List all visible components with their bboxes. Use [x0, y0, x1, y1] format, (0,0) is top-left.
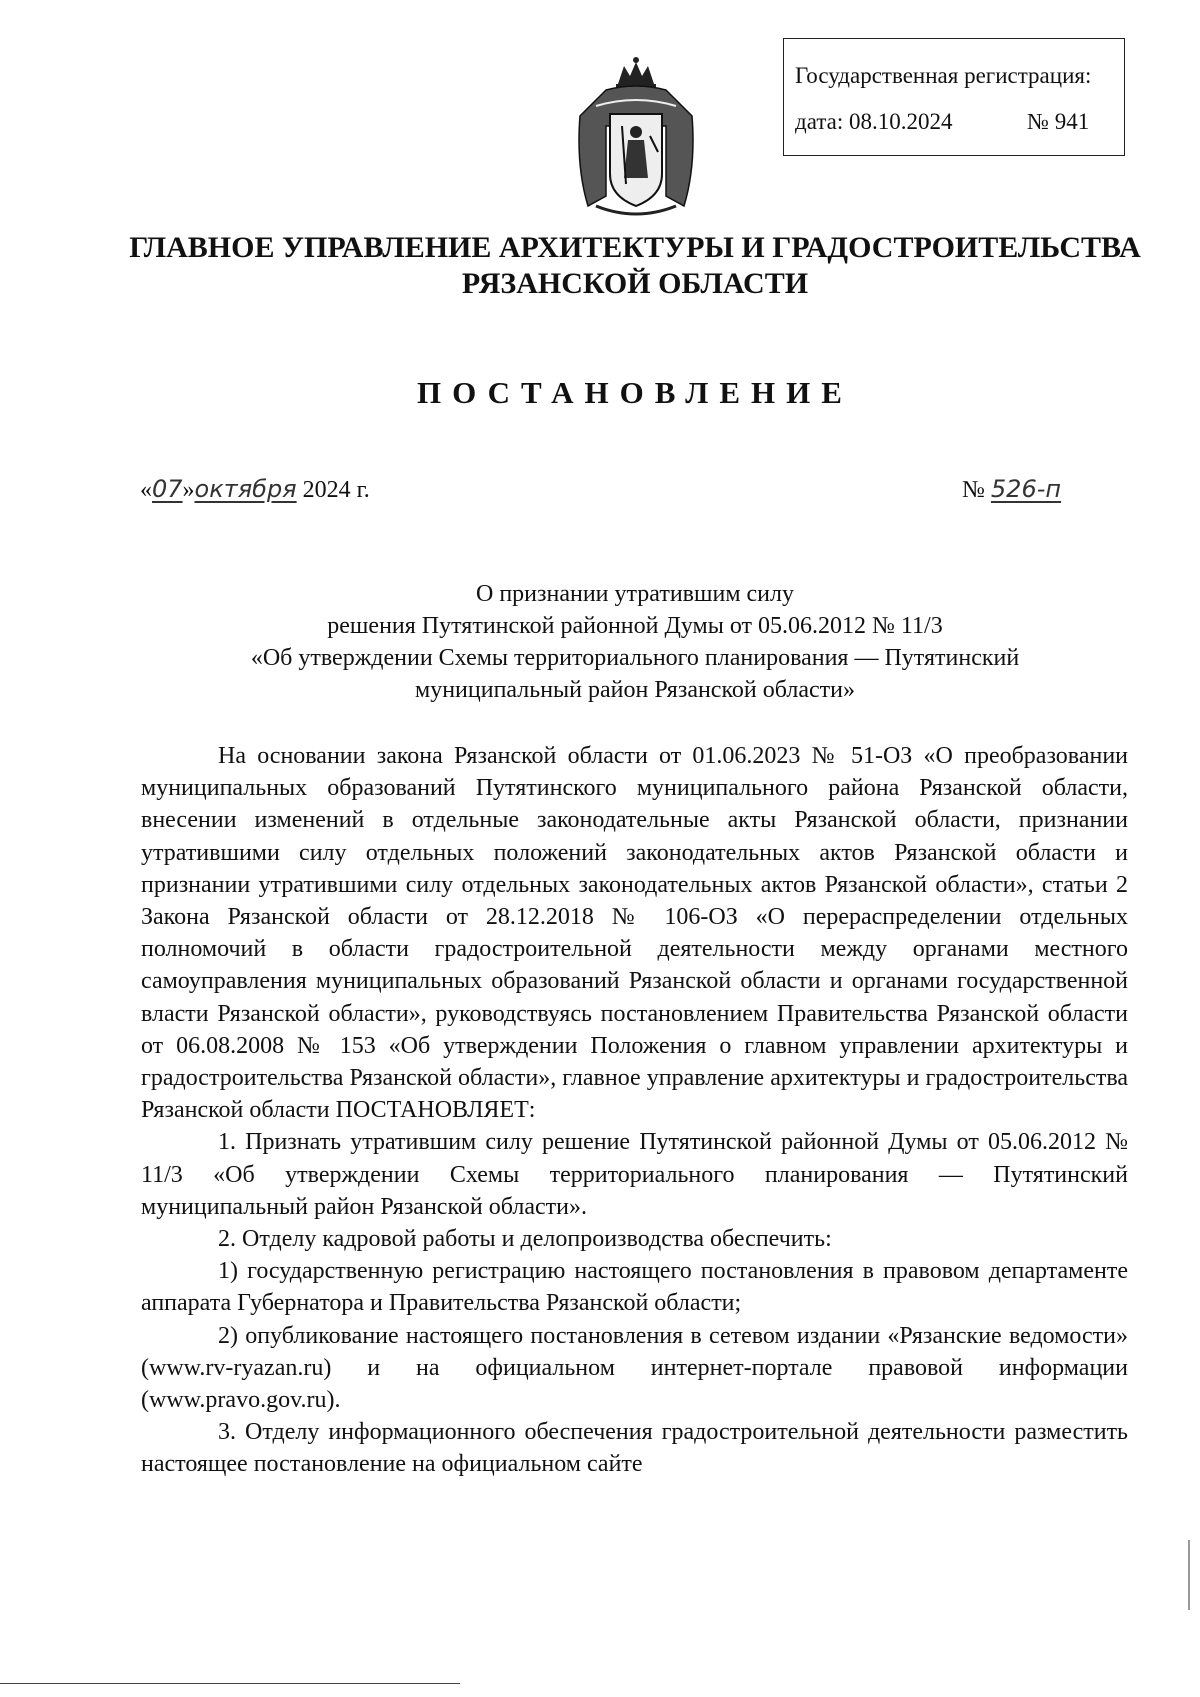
organization-title [0, 230, 1200, 302]
paragraph-subitem-1: 1) государственную регистрацию настоящего постановления в правовом департаменте аппарата Губернатора и Правительства Рязанской области; [141, 1258, 1128, 1317]
date-year: 2024 г. [302, 477, 370, 503]
organization-line-1: ГЛАВНОЕ УПРАВЛЕНИЕ АРХИТЕКТУРЫ И ГРАДОСТРОИТЕЛЬСТВА [129, 231, 1141, 264]
document-subject [140, 578, 1130, 706]
date-month: октября [194, 475, 297, 503]
document-date [140, 475, 370, 504]
organization-line-2: РЯЗАНСКОЙ ОБЛАСТИ [461, 267, 809, 300]
paragraph-item-3: 3. Отделу информационного обеспечения градостроительной деятельности разместить настоящее постановление на официальном сайте [141, 1419, 1128, 1478]
paragraph-item-1: 1. Признать утратившим силу решение Путятинской районной Думы от 05.06.2012 № 11/3 «Об утверждении Схемы территориального планирования — Путятинский муниципальный район Рязанской области». [141, 1129, 1128, 1220]
date-day: 07 [152, 475, 183, 503]
paragraph-item-2: 2. Отделу кадровой работы и делопроизводства обеспечить: [218, 1226, 832, 1253]
registration-number: № 941 [1027, 109, 1090, 134]
date-open-quote: « [140, 477, 152, 503]
registration-title: Государственная регистрация: [795, 63, 1092, 88]
footer-divider [0, 1683, 460, 1684]
coat-of-arms-icon [566, 56, 706, 221]
document-body [141, 740, 1128, 1481]
subject-line-2: решения Путятинской районной Думы от 05.06.2012 № 11/3 [327, 613, 943, 639]
registration-details [795, 107, 1124, 137]
registration-date: дата: 08.10.2024 [795, 109, 953, 134]
number-prefix: № [962, 477, 985, 503]
paragraph-preamble: На основании закона Рязанской области от 01.06.2023 № 51-ОЗ «О преобразовании муниципальных образований Путятинского муниципального района Рязанской области, внесении изменений в отдельные законодательные акты Рязанской области, признании утратившими силу отдельных положений законодательных актов Рязанской области и признании утратившими силу отдельных законодательных актов Рязанской области», статьи 2 Закона Рязанской области от 28.12.2018 № 106-ОЗ «О перераспределении отдельных полномочий в области градостроительной деятельности между органами местного самоуправления муниципальных образований Рязанской области и органами государственной власти Рязанской области», руководствуясь постановлением Правительства Рязанской области от 06.08.2008 № 153 «Об утверждении Положения о главном управлении архитектуры и градостроительства Рязанской области», главное управление архитектуры и градостроительства Рязанской области ПОСТАНОВЛЯЕТ: [141, 743, 1128, 1124]
scan-edge-mark [1188, 1540, 1190, 1610]
number-value: 526-п [990, 475, 1062, 503]
subject-line-3: «Об утверждении Схемы территориального планирования — Путятинский [250, 645, 1020, 671]
date-close-quote: » [182, 477, 195, 503]
document-number [962, 475, 1061, 504]
subject-line-4: муниципальный район Рязанской области» [415, 677, 855, 703]
paragraph-subitem-2: 2) опубликование настоящего постановления в сетевом издании «Рязанские ведомости» (www.rv-ryazan.ru) и на официальном интернет-портале правовой информации (www.pravo.gov.ru). [141, 1322, 1128, 1414]
subject-line-1: О признании утратившим силу [476, 581, 794, 607]
registration-stamp [783, 38, 1125, 156]
document-type: ПОСТАНОВЛЕНИЕ [417, 375, 853, 410]
